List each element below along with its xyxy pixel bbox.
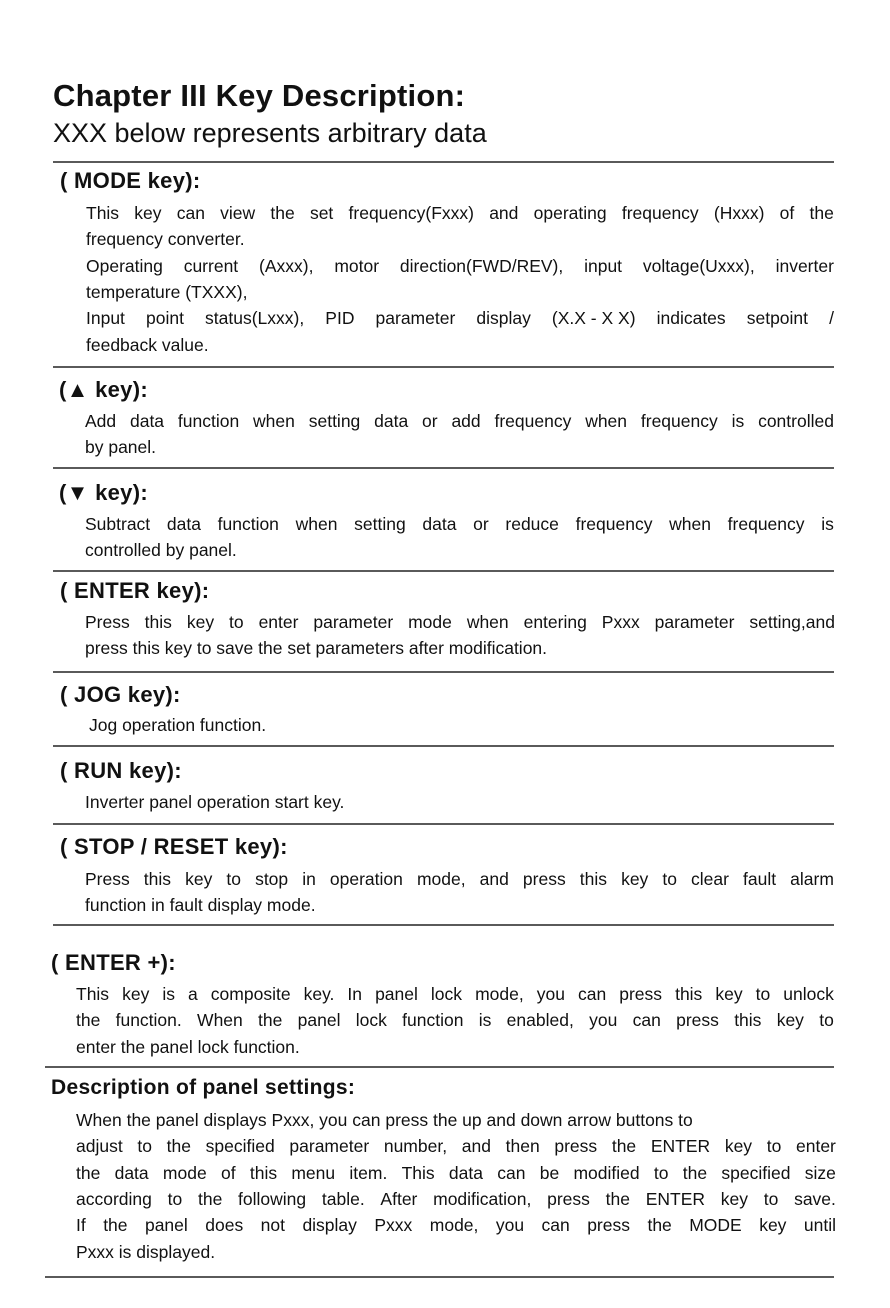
word: can [541, 1215, 570, 1236]
word: press [554, 1136, 598, 1157]
word: this [249, 1162, 278, 1183]
paragraph-line [76, 1133, 836, 1159]
word: and [489, 203, 519, 223]
word: enter [258, 612, 299, 632]
paragraph-line: temperature (TXXX), [86, 281, 248, 302]
paragraph-line [86, 253, 834, 279]
word: set [309, 203, 334, 223]
word: After [380, 1188, 418, 1209]
word: indicates [656, 308, 726, 329]
paragraph-line [85, 408, 834, 434]
word: is [821, 514, 834, 534]
word: when [669, 514, 711, 534]
word: data [129, 411, 165, 431]
word: frequency [575, 514, 653, 534]
word: setting [354, 514, 406, 534]
word: ENTER [645, 1188, 706, 1209]
word: the [103, 1215, 128, 1236]
word: when [253, 411, 295, 431]
word: data [114, 1162, 149, 1183]
word: voltage(Uxxx), [642, 255, 755, 276]
word: the [76, 1010, 101, 1031]
word: to [229, 612, 244, 632]
paragraph-line [85, 609, 835, 635]
word: key [621, 869, 649, 889]
paragraph-line: Jog operation function. [89, 715, 267, 735]
section-heading: ( MODE key): [60, 168, 201, 193]
word: Add [85, 411, 117, 431]
section-divider [45, 1276, 834, 1278]
word: to [226, 869, 241, 889]
word: mode, [429, 1215, 479, 1236]
word: this [675, 984, 703, 1004]
word: add [451, 411, 481, 431]
word: function. [115, 1010, 182, 1031]
word: this [144, 612, 172, 632]
word: this [143, 869, 172, 889]
word: this [734, 1010, 762, 1031]
word: press [676, 1010, 719, 1031]
word: unlock [783, 984, 834, 1004]
word: In [347, 984, 363, 1004]
word: (Axxx), [259, 255, 314, 276]
paragraph-line [76, 1186, 836, 1212]
word: the [611, 1136, 637, 1157]
word: When [197, 1010, 243, 1031]
word: specified [205, 1136, 275, 1157]
word: setting [308, 411, 361, 431]
word: frequency [494, 411, 572, 431]
word: press [619, 984, 663, 1004]
word: frequency [640, 411, 718, 431]
word: point [146, 308, 184, 329]
word: mode [162, 1162, 207, 1183]
word: direction(FWD/REV), [399, 255, 564, 276]
paragraph-line [76, 981, 834, 1007]
paragraph-line: by panel. [85, 437, 157, 458]
word: panel [297, 1010, 341, 1031]
section-heading: ( ENTER key): [60, 578, 210, 603]
word: the [682, 1162, 708, 1183]
word: the [809, 203, 834, 223]
word: frequency [621, 203, 699, 223]
word: mode, [416, 869, 466, 889]
word: and [461, 1136, 491, 1157]
word: to [167, 1188, 183, 1209]
word: data [166, 514, 201, 534]
paragraph-line: press this key to save the set parameters after modification. [85, 638, 548, 659]
section-heading: ( STOP / RESET key): [60, 834, 288, 859]
paragraph-line: frequency converter. [86, 229, 245, 250]
word: save. [794, 1188, 836, 1209]
word: stop [255, 869, 289, 889]
word: to [653, 1162, 669, 1183]
word: the [270, 203, 295, 223]
word: key [122, 984, 150, 1004]
word: entering [523, 612, 587, 632]
word: composite [210, 984, 291, 1004]
paragraph-line [76, 1007, 834, 1033]
word: Pxxx [374, 1215, 413, 1236]
word: a [188, 984, 198, 1004]
word: the [197, 1188, 223, 1209]
word: This [401, 1162, 435, 1183]
section-divider [53, 366, 834, 368]
word: the [166, 1136, 191, 1157]
page-title: Chapter III Key Description: [53, 78, 466, 113]
word: to [137, 1136, 152, 1157]
word: lock [355, 1010, 387, 1031]
word: data [422, 514, 457, 534]
word: you [589, 1010, 618, 1031]
paragraph-line: Inverter panel operation start key. [85, 792, 345, 812]
section-divider [53, 924, 834, 926]
section-heading: ( RUN key): [60, 758, 182, 783]
word: following [238, 1188, 307, 1209]
word: This [76, 984, 110, 1004]
word: press [587, 1215, 630, 1236]
paragraph-line: When the panel displays Pxxx, you can press the up and down arrow buttons to [76, 1110, 693, 1130]
word: PID [325, 308, 355, 329]
word: panel [144, 1215, 188, 1236]
word: fault [743, 869, 777, 889]
word: according [76, 1188, 152, 1209]
paragraph-line: Pxxx is displayed. [76, 1241, 216, 1262]
word: setting,and [749, 612, 835, 632]
word: Subtract [85, 514, 151, 534]
word: parameter [313, 612, 394, 632]
word: specified [721, 1162, 791, 1183]
word: the [647, 1215, 672, 1236]
word: function [177, 411, 240, 431]
word: operation [329, 869, 403, 889]
word: or [422, 411, 438, 431]
word: Press [85, 869, 130, 889]
word: Operating [86, 255, 163, 276]
word: parameter [289, 1136, 370, 1157]
word: is [731, 411, 745, 431]
word: mode, [475, 984, 524, 1004]
word: Press [85, 612, 130, 632]
word: key [185, 869, 213, 889]
word: can [497, 1162, 526, 1183]
section-heading: (▼ key): [59, 480, 148, 505]
word: data [374, 411, 409, 431]
word: status(Lxxx), [205, 308, 305, 329]
word: ENTER [650, 1136, 711, 1157]
word: can [578, 984, 607, 1004]
word: input [584, 255, 623, 276]
word: (X.X - X X) [551, 308, 636, 329]
word: when [585, 411, 628, 431]
word: is [478, 1010, 492, 1031]
word: item. [349, 1162, 388, 1183]
section-heading: ( ENTER +): [51, 950, 176, 975]
word: key [776, 1010, 804, 1031]
word: inverter [775, 255, 834, 276]
paragraph-line: enter the panel lock function. [76, 1036, 300, 1057]
word: and [479, 869, 509, 889]
word: / [829, 308, 834, 329]
word: is [162, 984, 175, 1004]
word: table. [321, 1188, 365, 1209]
word: to [819, 1010, 834, 1031]
word: operating [533, 203, 607, 223]
word: to [755, 984, 771, 1004]
word: parameter [375, 308, 456, 329]
word: key [186, 612, 215, 632]
section-heading: (▲ key): [59, 377, 148, 402]
section-heading: ( JOG key): [60, 682, 181, 707]
section-divider [53, 823, 834, 825]
paragraph-line [86, 200, 834, 226]
word: then [505, 1136, 540, 1157]
word: view [220, 203, 256, 223]
word: to [766, 1136, 782, 1157]
word: key [715, 984, 743, 1004]
word: motor [334, 255, 380, 276]
word: you [536, 984, 565, 1004]
word: display [302, 1215, 357, 1236]
word: the [258, 1010, 283, 1031]
word: you [495, 1215, 525, 1236]
word: until [803, 1215, 836, 1236]
section-divider [53, 671, 834, 673]
word: frequency(Fxxx) [348, 203, 474, 223]
page-subtitle: XXX below represents arbitrary data [53, 118, 487, 148]
word: function [217, 514, 279, 534]
word: reduce [505, 514, 559, 534]
word: mode [408, 612, 452, 632]
word: parameter [654, 612, 735, 632]
word: Pxxx [601, 612, 640, 632]
word: This [86, 203, 120, 223]
word: can [632, 1010, 661, 1031]
word: does [205, 1215, 244, 1236]
word: enabled, [506, 1010, 574, 1031]
word: this [579, 869, 607, 889]
paragraph-line [76, 1160, 836, 1186]
word: the [605, 1188, 630, 1209]
word: press [547, 1188, 590, 1209]
word: to [763, 1188, 779, 1209]
word: key [134, 203, 162, 223]
section-divider [45, 1066, 834, 1068]
word: lock [430, 984, 463, 1004]
word: current [183, 255, 239, 276]
paragraph-line: function in fault display mode. [85, 895, 316, 916]
word: menu [291, 1162, 336, 1183]
word: can [176, 203, 205, 223]
word: number, [383, 1136, 448, 1157]
word: (Hxxx) [713, 203, 765, 223]
word: frequency [727, 514, 805, 534]
word: modification, [433, 1188, 532, 1209]
word: key. [303, 984, 335, 1004]
word: not [260, 1215, 285, 1236]
word: display [476, 308, 531, 329]
word: key [724, 1136, 753, 1157]
section-divider [53, 570, 834, 572]
word: setpoint [746, 308, 809, 329]
word: the [76, 1162, 101, 1183]
word: to [662, 869, 677, 889]
word: in [302, 869, 316, 889]
section-divider [53, 467, 834, 469]
word: Input [86, 308, 125, 329]
paragraph-line: feedback value. [86, 334, 209, 355]
word: size [804, 1162, 836, 1183]
word: key [720, 1188, 748, 1209]
word: press [522, 869, 566, 889]
word: alarm [790, 869, 834, 889]
paragraph-line [85, 511, 834, 537]
section-divider [53, 745, 834, 747]
section-divider [53, 161, 834, 163]
paragraph-line [76, 1212, 836, 1238]
word: when [295, 514, 338, 534]
word: modified [573, 1162, 640, 1183]
word: If [76, 1215, 86, 1236]
section-heading: Description of panel settings: [51, 1076, 356, 1099]
word: function [402, 1010, 464, 1031]
word: key [759, 1215, 787, 1236]
paragraph-line [86, 305, 834, 331]
word: clear [691, 869, 729, 889]
word: or [473, 514, 489, 534]
word: data [448, 1162, 483, 1183]
word: enter [796, 1136, 836, 1157]
word: adjust [76, 1136, 123, 1157]
word: be [539, 1162, 560, 1183]
word: when [466, 612, 509, 632]
word: controlled [758, 411, 834, 431]
word: of [779, 203, 795, 223]
word: MODE [689, 1215, 742, 1236]
paragraph-line [85, 866, 834, 892]
word: panel [375, 984, 418, 1004]
paragraph-line: controlled by panel. [85, 540, 237, 561]
word: of [220, 1162, 236, 1183]
